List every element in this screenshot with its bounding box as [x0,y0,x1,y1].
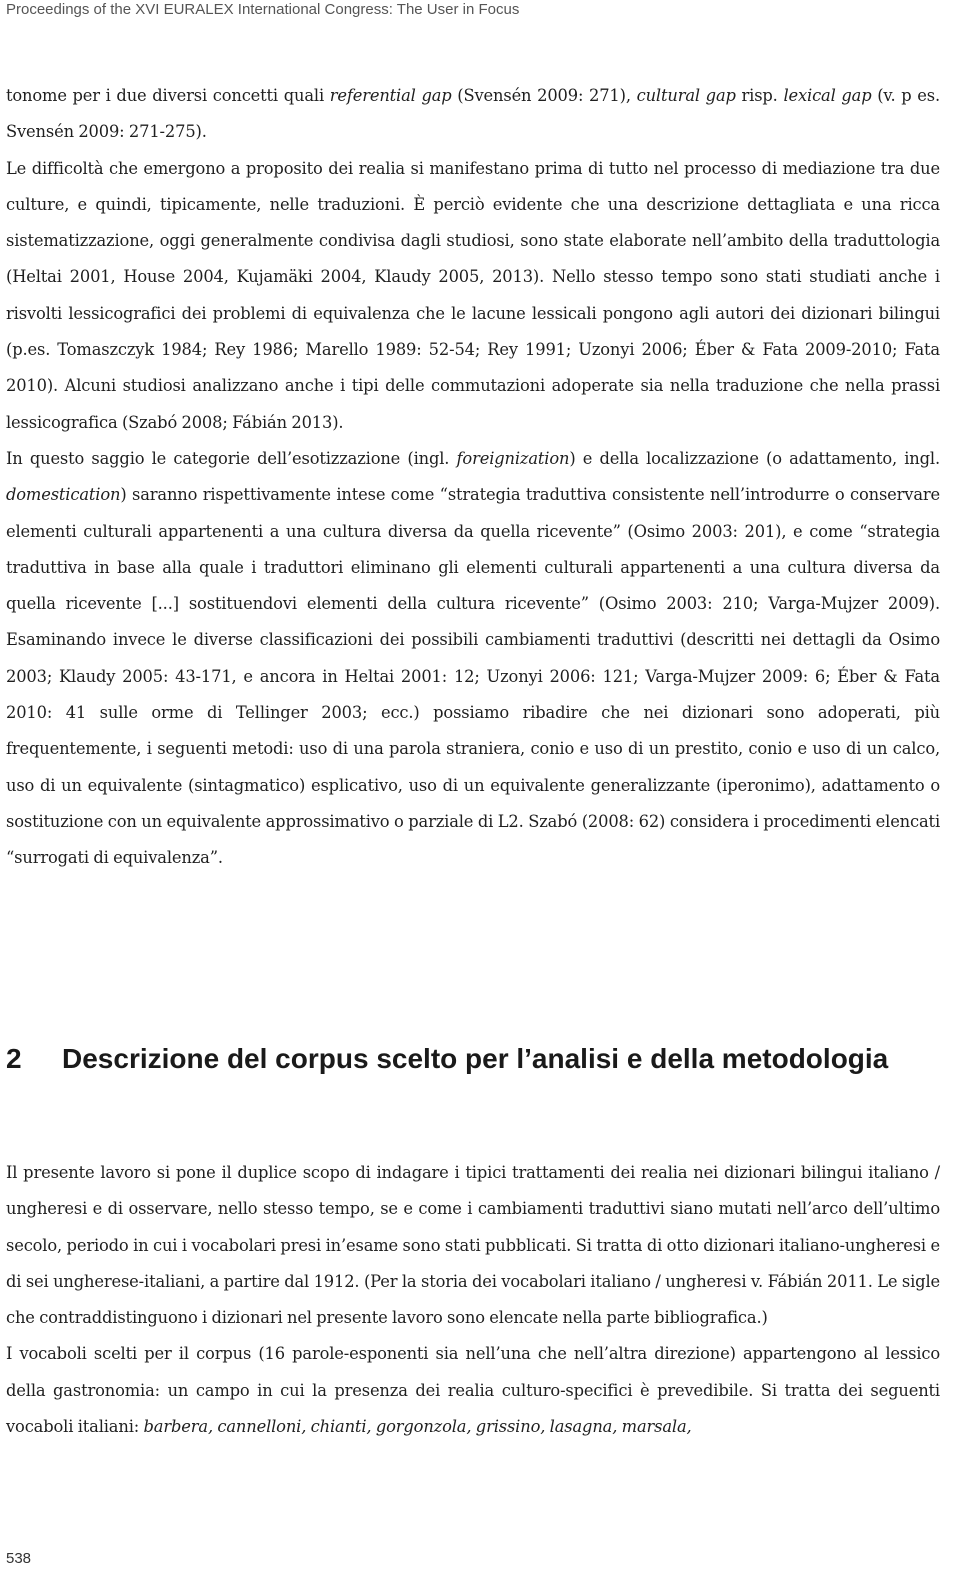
text-run: (v. p es. Svensén 2009: 271-275). [6,86,940,142]
text-run: tonome per i due diversi concetti quali [6,86,330,105]
text-run: ) saranno rispettivamente intese come “strategia traduttiva consistente nell’introdurre o conservare elementi culturali appartenenti a una cultura diversa da quella ricevente” (Osimo 2003: 201), e come “strategia traduttiva in base alla quale i traduttori eliminano gli elementi culturali appartenenti a una cultura diversa da quella ricevente [...] sostituendovi elementi della cultura ricevente” (Osimo 2003: 210; Varga-Mujzer 2009). Esaminando invece le diverse classificazioni dei possibili cambiamenti traduttivi (descritti nei dettagli da Osimo 2003; Klaudy 2005: 43-171, e ancora in Heltai 2001: 12; Uzonyi 2006: 121; Varga-Mujzer 2009: 6; Éber & Fata 2010: 41 sulle orme di Tellinger 2003; ecc.) possiamo ribadire che nei dizionari sono adoperati, più frequentemente, i seguenti metodi: uso di una parola straniera, conio e uso di un prestito, conio e uso di un calco, uso di un equivalente (sintagmatico) esplicativo, uso di un equivalente generalizzante (iperonimo), adattamento o sostituzione con un equivalente approssimativo o parziale di L2. Szabó (2008: 62) considera i procedimenti elencati “surrogati di equivalenza”. [6,485,940,868]
italic-term: referential gap [329,86,452,105]
text-run: (Svensén 2009: 271), [451,86,637,105]
section-number: 2 [6,1043,22,1074]
section-title: Descrizione del corpus scelto per l’analisi e della metodologia [62,1043,889,1074]
italic-term: domestication [6,485,121,505]
text-run: In questo saggio le categorie dell’esotizzazione (ingl. [6,448,457,468]
body-text-top [6,78,940,877]
italic-term: cultural gap [636,86,736,105]
paragraph-purpose: Il presente lavoro si pone il duplice scopo di indagare i tipici trattamenti dei realia nei dizionari bilingui italiano / ungheresi e di osservare, nello stesso tempo, se e come i cambiamenti traduttivi siano mutati nell’arco dell’ultimo secolo, periodo in cui i vocabolari presi in’esame sono stati pubblicati. Si tratta di otto dizionari italiano-ungheresi e di sei ungherese-italiani, a partire dal 1912. (Per la storia dei vocabolari italiano / ungheresi v. Fábián 2011. Le sigle che contraddistinguono i dizionari nel presente lavoro sono elencate nella parte bibliografica.) [6,1163,940,1328]
paragraph-corpus [6,1336,940,1445]
text-run: risp. [735,86,784,105]
italic-term: lexical gap [783,86,872,105]
paragraph-foreignization [6,441,940,877]
text-run: ) e della localizzazione (o adattamento, ingl. [569,448,940,468]
body-text-section [6,1155,940,1445]
italic-term: foreignization [456,448,570,468]
page-number: 538 [6,1550,32,1567]
section-heading [6,1040,940,1078]
paragraph-realia-difficulties: Le difficoltà che emergono a proposito dei realia si manifestano prima di tutto nel processo di mediazione tra due culture, e quindi, tipicamente, nelle traduzioni. È perciò evidente che una descrizione dettagliata e una ricca sistematizzazione, oggi generalmente condivisa dagli studiosi, sono state elaborate nell’ambito della traduttologia (Heltai 2001, House 2004, Kujamäki 2004, Klaudy 2005, 2013). Nello stesso tempo sono stati studiati anche i risvolti lessicografici dei problemi di equivalenza che le lacune lessicali pongono agli autori dei dizionari bilingui (p.es. Tomaszczyk 1984; Rey 1986; Marello 1989: 52-54; Rey 1991; Uzonyi 2006; Éber & Fata 2009-2010; Fata 2010). Alcuni studiosi analizzano anche i tipi delle commutazioni adoperate sia nella traduzione che nella prassi lessicografica (Szabó 2008; Fábián 2013). [6,158,940,432]
running-head: Proceedings of the XVI EURALEX International Congress: The User in Focus [6,1,520,18]
italic-term-list: barbera, cannelloni, chianti, gorgonzola, grissino, lasagna, marsala, [143,1417,692,1437]
text-run: I vocaboli scelti per il corpus (16 parole-esponenti sia nell’una che nell’altra direzione) appartengono al lessico della gastronomia: un campo in cui la presenza dei realia culturo-specifici è prevedibile. Si tratta dei seguenti vocaboli italiani: [6,1344,940,1437]
paragraph-continuation [6,78,940,151]
